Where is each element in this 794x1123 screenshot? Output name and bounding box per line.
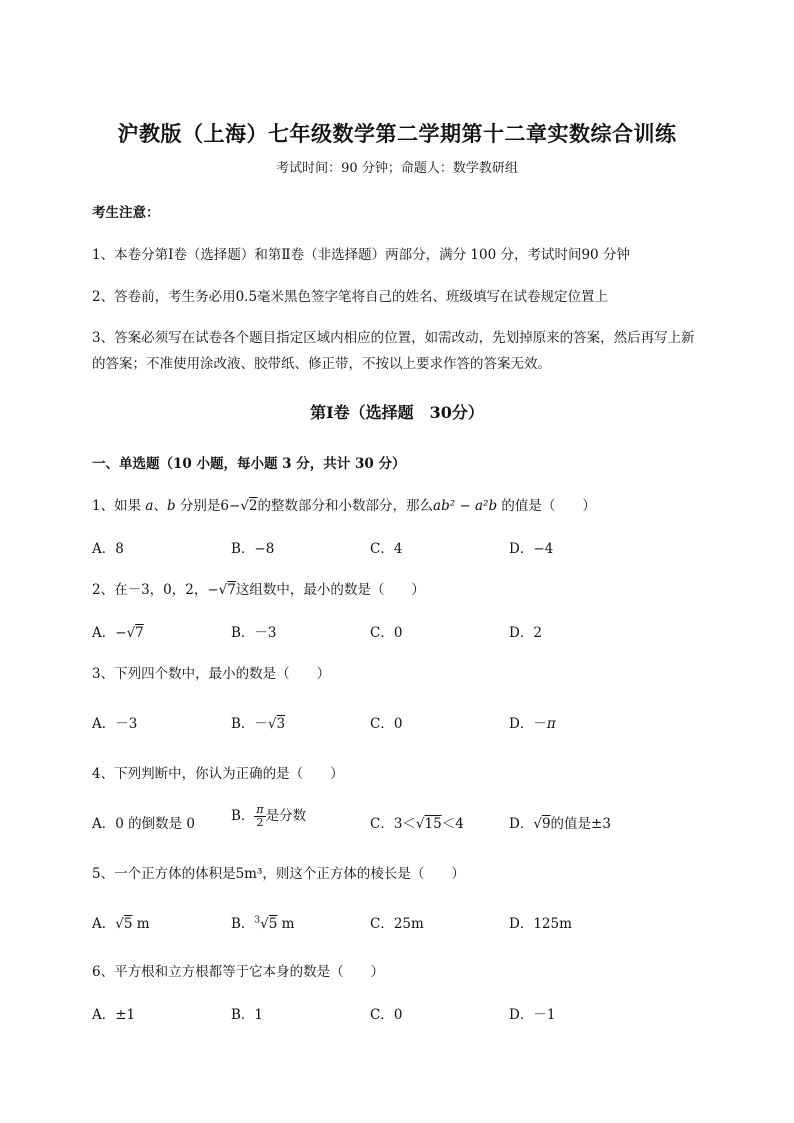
sqrt-symbol: √ bbox=[533, 816, 542, 832]
q5-b-root-index: 3 bbox=[254, 915, 261, 926]
q5-a-unit: m bbox=[132, 916, 150, 932]
sqrt-symbol: √ bbox=[126, 625, 136, 641]
q3-d-pre: D．－ bbox=[509, 716, 547, 732]
page-title: 沪教版（上海）七年级数学第二学期第十二章实数综合训练 bbox=[117, 121, 677, 146]
q6-option-c[interactable]: C．0 bbox=[370, 1007, 403, 1023]
q1-option-b[interactable]: B．−8 bbox=[231, 541, 275, 557]
q4-b-pre: B． bbox=[231, 808, 255, 824]
q1-option-d[interactable]: D．−4 bbox=[509, 541, 554, 557]
q3-option-c[interactable]: C．0 bbox=[370, 716, 403, 732]
q5-option-c[interactable]: C．25m bbox=[370, 916, 424, 932]
sqrt-symbol: √ bbox=[415, 816, 425, 832]
q4-option-d[interactable] bbox=[509, 812, 611, 832]
q2-a-radicand: 7 bbox=[135, 625, 144, 641]
q1-sep: 、 bbox=[153, 498, 167, 514]
sqrt-symbol: √ bbox=[240, 498, 249, 514]
q4-c-radicand: 15 bbox=[424, 816, 442, 832]
q3-b-radicand: 3 bbox=[276, 716, 286, 732]
q4-d-post: 的值是±3 bbox=[550, 816, 611, 832]
q1-option-c[interactable]: C．4 bbox=[370, 541, 403, 557]
q2-a-pre: A．− bbox=[92, 625, 127, 641]
notice-item-1: 1、本卷分第Ⅰ卷（选择题）和第Ⅱ卷（非选择题）两部分，满分 100 分，考试时间90 分钟 bbox=[92, 247, 630, 263]
pi-over-two-fraction bbox=[254, 804, 265, 829]
q5-option-d[interactable]: D．125m bbox=[509, 916, 572, 932]
q2-text-pre: 2、在－3，0，2，− bbox=[92, 582, 219, 598]
notice-item-3-line-2: 的答案；不准使用涂改液、胶带纸、修正带，不按以上要求作答的答案无效。 bbox=[92, 356, 551, 372]
q4-d-pre: D． bbox=[509, 816, 534, 832]
q3-option-b[interactable] bbox=[231, 712, 285, 732]
fraction-numerator: π bbox=[256, 803, 264, 816]
q1-var-b: b bbox=[166, 498, 176, 514]
question-5-stem: 5、一个正方体的体积是5m³，则这个正方体的棱长是（ ） bbox=[92, 866, 465, 882]
q5-option-a[interactable] bbox=[92, 912, 150, 932]
question-6-stem: 6、平方根和立方根都等于它本身的数是（ ） bbox=[92, 964, 385, 980]
question-4-stem: 4、下列判断中，你认为正确的是（ ） bbox=[92, 766, 344, 782]
q5-b-unit: m bbox=[277, 916, 295, 932]
question-3-stem: 3、下列四个数中，最小的数是（ ） bbox=[92, 666, 331, 682]
q4-c-pre: C．3＜ bbox=[370, 816, 416, 832]
q1-text-mid: 分别是 bbox=[175, 498, 221, 514]
notice-heading: 考生注意： bbox=[92, 205, 160, 221]
q6-option-a[interactable]: A．±1 bbox=[92, 1007, 136, 1023]
q2-radicand: 7 bbox=[227, 582, 236, 598]
q1-radicand: 2 bbox=[248, 498, 258, 514]
notice-item-2: 2、答卷前，考生务必用0.5毫米黑色签字笔将自己的姓名、班级填写在试卷规定位置上 bbox=[92, 289, 609, 305]
q6-option-d[interactable]: D．－1 bbox=[509, 1007, 556, 1023]
q1-expr-lead: 6− bbox=[220, 498, 241, 514]
fraction-denominator: 2 bbox=[256, 816, 264, 829]
q4-b-post: 是分数 bbox=[265, 808, 307, 824]
question-2-stem bbox=[92, 578, 425, 598]
q3-b-pre: B．－ bbox=[231, 716, 268, 732]
part-heading: 一、单选题（10 小题，每小题 3 分，共计 30 分） bbox=[92, 456, 406, 472]
q1-expression: ab² − a²b bbox=[433, 498, 498, 514]
q1-text-pre: 1、如果 bbox=[92, 498, 146, 514]
q4-d-radicand: 9 bbox=[541, 816, 551, 832]
q4-option-c[interactable] bbox=[370, 812, 464, 832]
q5-b-pre: B． bbox=[231, 916, 255, 932]
q5-option-b[interactable] bbox=[231, 912, 294, 932]
sqrt-symbol: √ bbox=[218, 582, 228, 598]
q4-c-post: ＜4 bbox=[441, 816, 464, 832]
q5-b-radicand: 5 bbox=[268, 916, 278, 932]
q2-text-post: 这组数中，最小的数是（ ） bbox=[235, 582, 425, 598]
q2-option-c[interactable]: C．0 bbox=[370, 625, 403, 641]
q3-option-d[interactable] bbox=[509, 712, 556, 732]
exam-info: 考试时间：90 分钟；命题人：数学教研组 bbox=[276, 161, 518, 176]
question-1-stem bbox=[92, 494, 596, 514]
q1-text-post: 的值是（ ） bbox=[497, 498, 596, 514]
notice-item-3-line-1: 3、答案必须写在试卷各个题目指定区域内相应的位置，如需改动，先划掉原来的答案，然后再写上新 bbox=[92, 330, 695, 346]
q1-option-a[interactable]: A．8 bbox=[92, 541, 124, 557]
q5-a-radicand: 5 bbox=[123, 916, 133, 932]
q2-option-a[interactable] bbox=[92, 621, 144, 641]
q1-var-a: a bbox=[145, 498, 154, 514]
sqrt-symbol: √ bbox=[267, 716, 277, 732]
section-title: 第Ⅰ卷（选择题 30分） bbox=[310, 403, 484, 422]
sqrt-symbol: √ bbox=[260, 916, 269, 932]
q1-text-mid2: 的整数部分和小数部分，那么 bbox=[257, 498, 434, 514]
q2-option-d[interactable]: D．2 bbox=[509, 625, 542, 641]
q3-option-a[interactable]: A．－3 bbox=[92, 716, 138, 732]
q4-option-b[interactable] bbox=[231, 804, 306, 829]
q4-option-a[interactable]: A．0 的倒数是 0 bbox=[92, 816, 196, 832]
q3-d-pi: π bbox=[546, 716, 556, 732]
q2-option-b[interactable]: B．－3 bbox=[231, 625, 277, 641]
q5-a-pre: A． bbox=[92, 916, 116, 932]
sqrt-symbol: √ bbox=[115, 916, 124, 932]
q6-option-b[interactable]: B．1 bbox=[231, 1007, 264, 1023]
